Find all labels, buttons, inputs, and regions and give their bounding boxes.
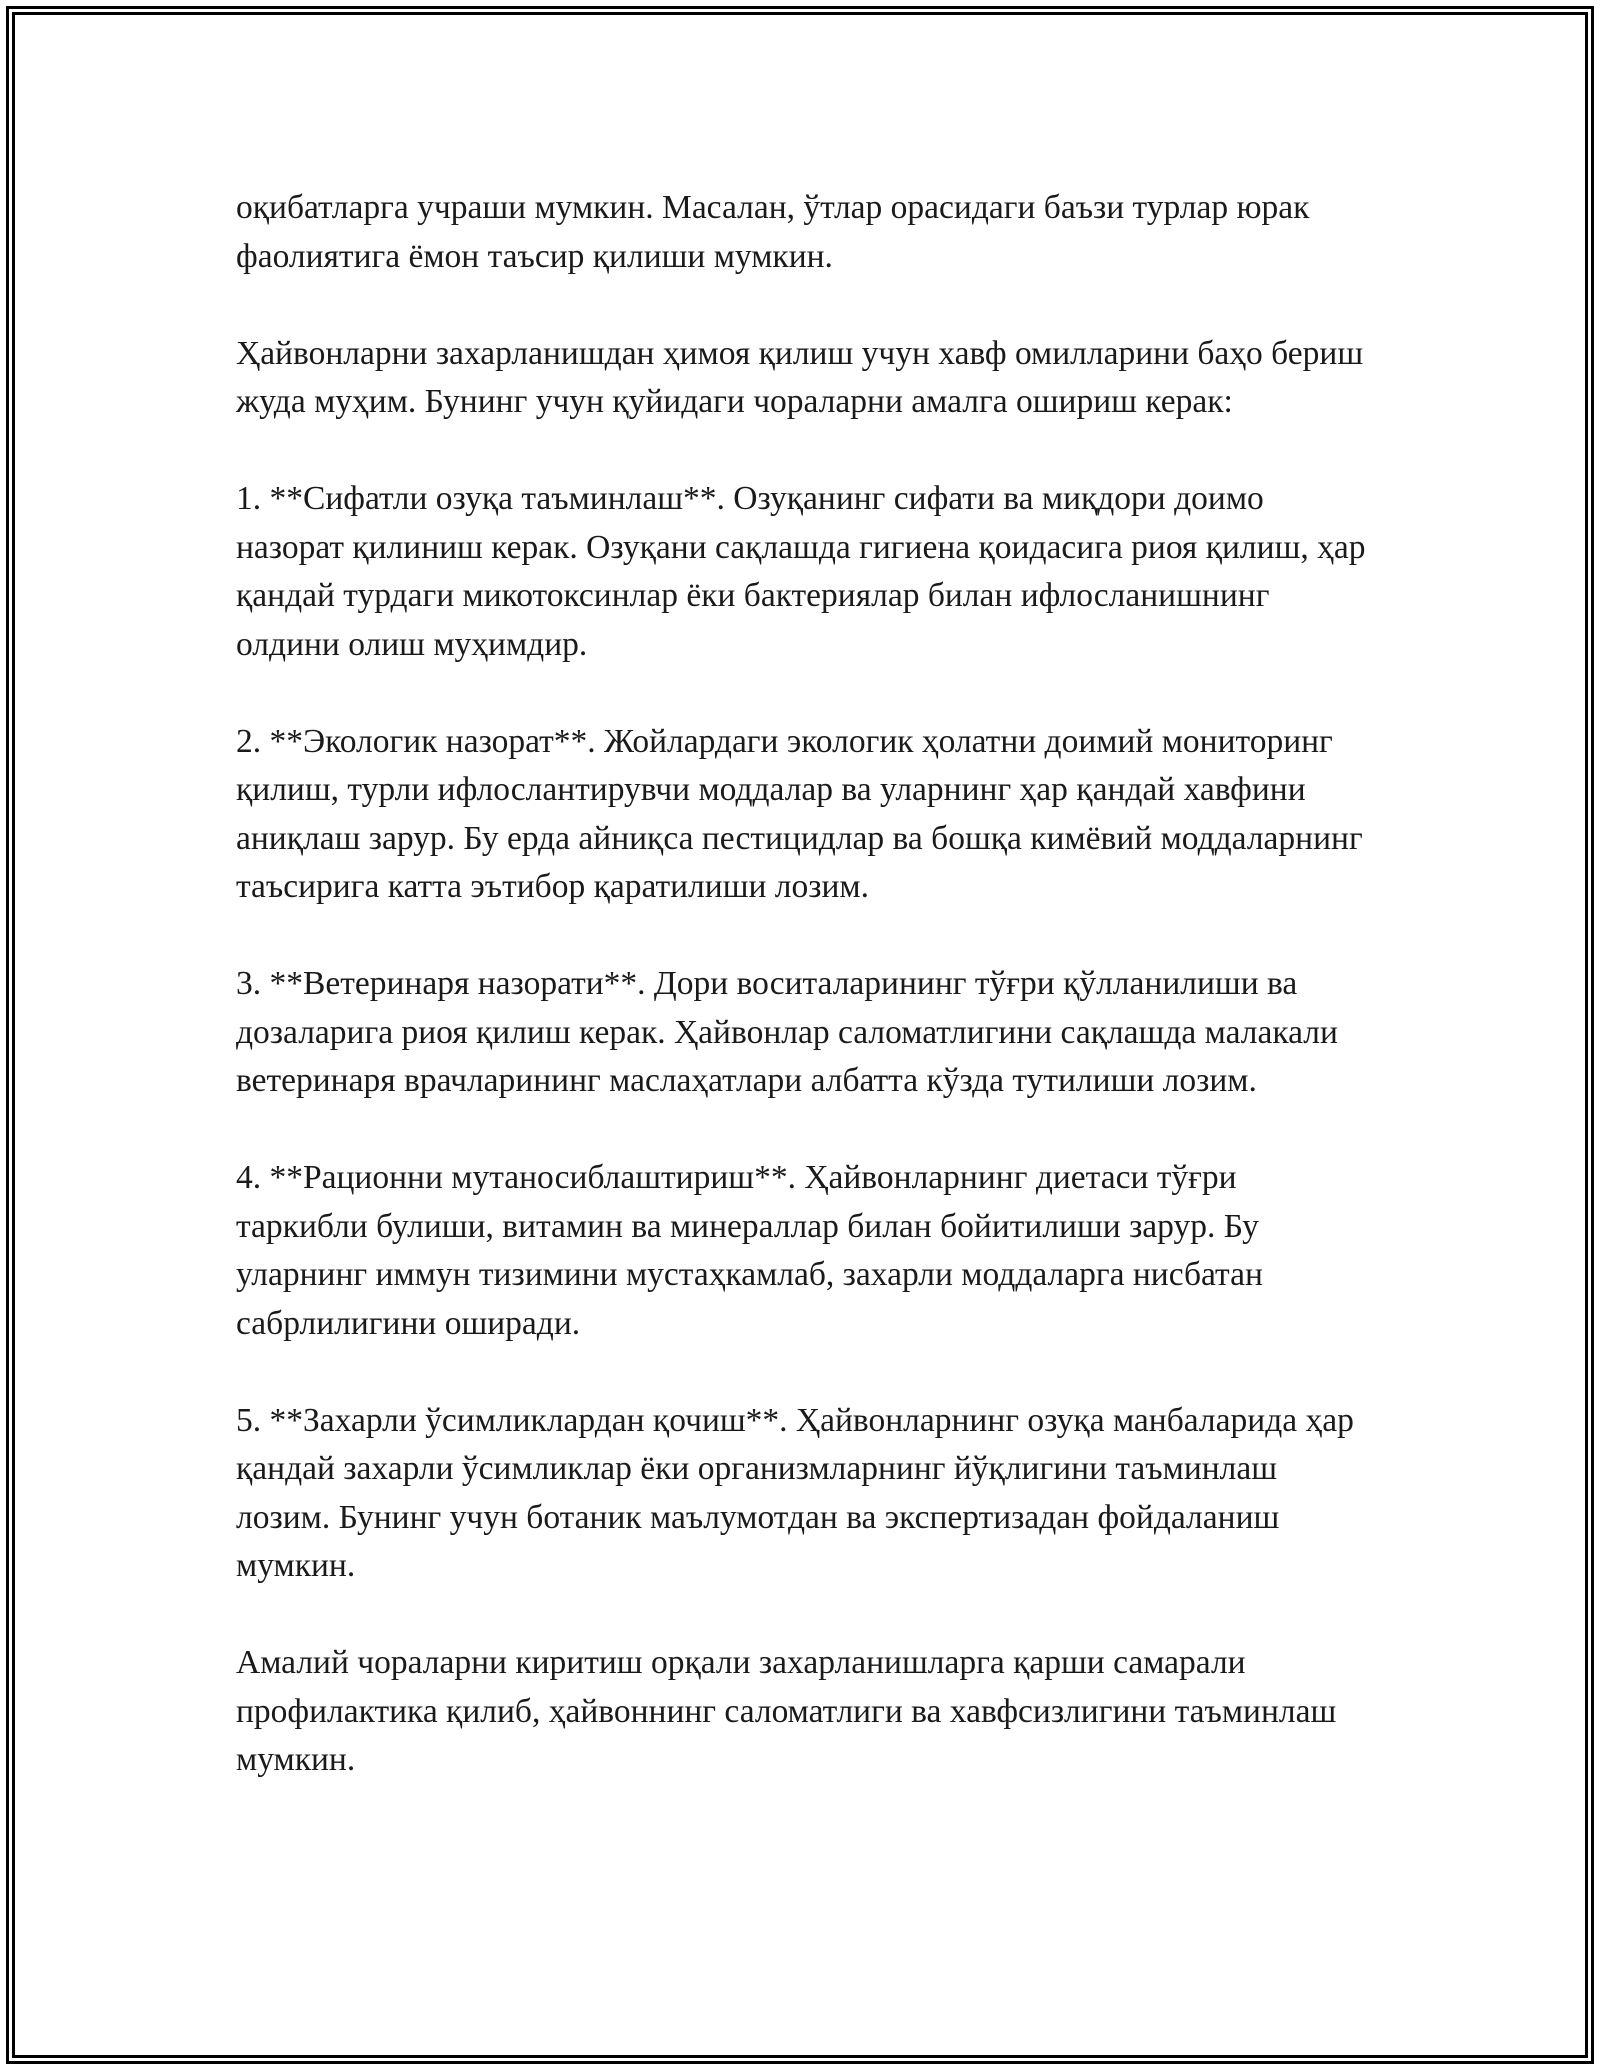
paragraph-risk-assessment: Ҳайвонларни захарланишдан ҳимоя қилиш учун хавф омилларини баҳо бериш жуда муҳим. Бунинг учун қуйидаги чораларни амалга ошириш керак: <box>236 334 1364 420</box>
list-item-ecological-control: 2. **Экологик назорат**. Жойлардаги экологик ҳолатни доимий мониторинг қилиш, турли ифлослантирувчи моддалар ва уларнинг ҳар қандай хавфини аниқлаш зарур. Бу ерда айниқса пестицидлар ва бошқа кимёвий моддаларнинг таъсирига катта эътибор қаратилиши лозим. <box>236 722 1363 905</box>
paragraph-intro-continuation: оқибатларга учраши мумкин. Масалан, ўтлар орасидаги баъзи турлар юрак фаолиятига ёмон таъсир қилиши мумкин. <box>236 189 1310 275</box>
list-item-veterinary-control: 3. **Ветеринаря назорати**. Дори воситаларининг тўғри қўлланилиши ва дозаларига риоя қилиш керак. Ҳайвонлар саломатлигини сақлашда малакали ветеринаря врачларининг маслаҳатлари албатта кўзда тутилиши лозим. <box>236 965 1338 1099</box>
list-item-quality-feed: 1. **Сифатли озуқа таъминлаш**. Озуқанинг сифати ва миқдори доимо назорат қилиниш керак. Озуқани сақлашда гигиена қоидасига риоя қилиш, ҳар қандай турдаги микотоксинлар ёки бактериялар билан ифлосланишнинг олдини олиш муҳимдир. <box>236 480 1366 663</box>
document-body <box>236 184 1376 1833</box>
list-item-avoid-poisonous-plants: 5. **Захарли ўсимликлардан қочиш**. Ҳайвонларнинг озуқа манбаларида ҳар қандай захарли ўсимликлар ёки организмларнинг йўқлигини таъминлаш лозим. Бунинг учун ботаник маълумотдан ва экспертизадан фойдаланиш мумкин. <box>236 1401 1354 1584</box>
paragraph-conclusion: Амалий чораларни киритиш орқали захарланишларга қарши самарали профилактика қилиб, ҳайвоннинг саломатлиги ва хавфсизлигини таъминлаш мумкин. <box>236 1644 1337 1778</box>
list-item-balanced-ration: 4. **Рационни мутаносиблаштириш**. Ҳайвонларнинг диетаси тўғри таркибли булиши, витамин ва минераллар билан бойитилиши зарур. Бу уларнинг иммун тизимини мустаҳкамлаб, захарли моддаларга нисбатан сабрлилигини оширади. <box>236 1159 1263 1342</box>
